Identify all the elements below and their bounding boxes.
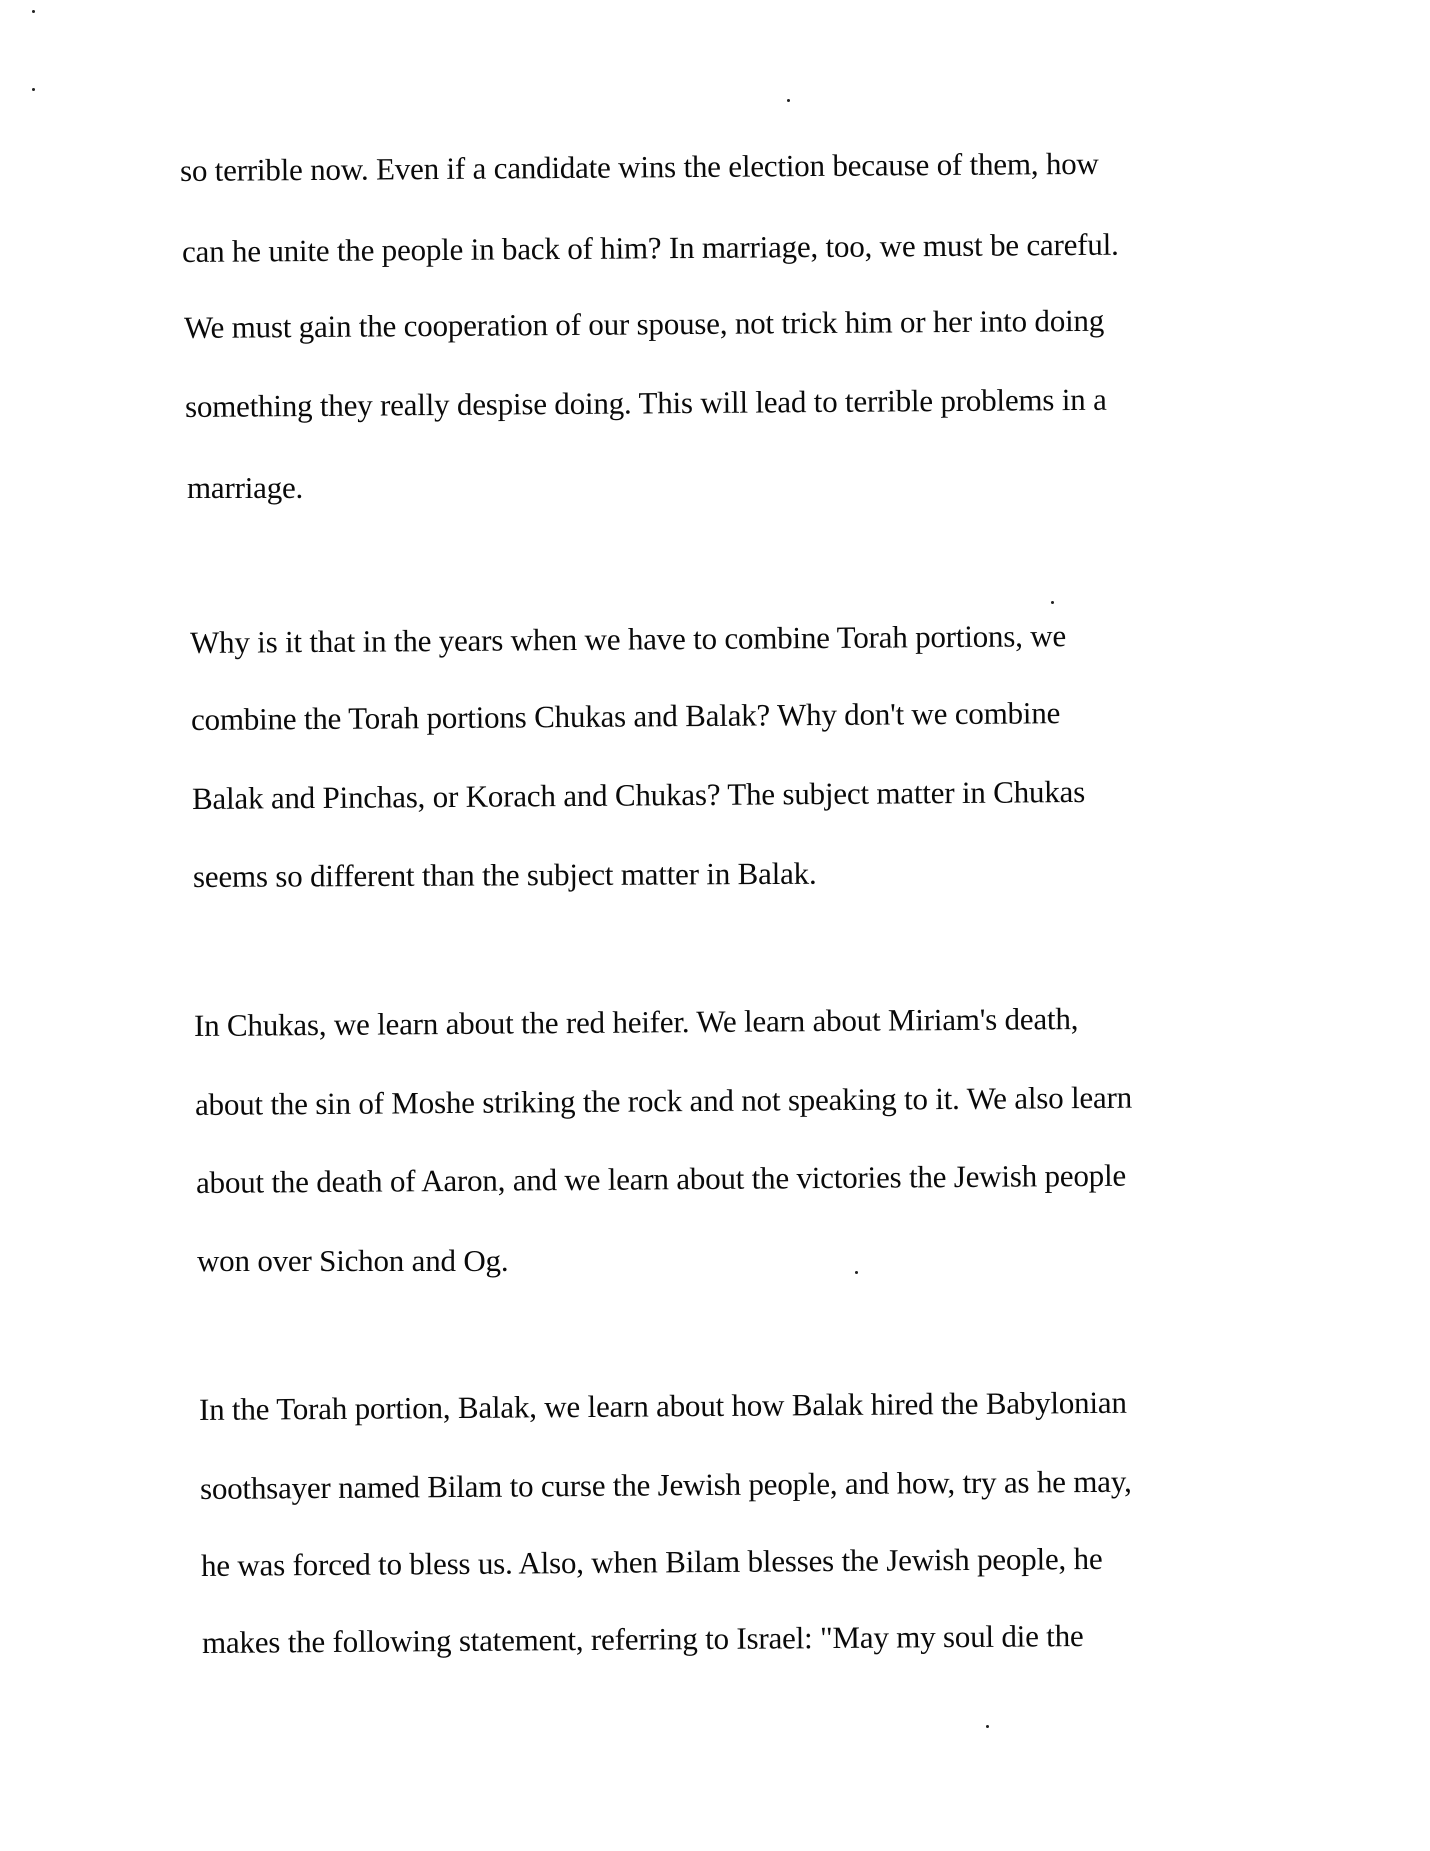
text-line: so terrible now. Even if a candidate wins the election because of them, how (179, 145, 1099, 188)
text-line: soothsayer named Bilam to curse the Jewish people, and how, try as he may, (199, 1463, 1132, 1506)
scan-speck (986, 1725, 989, 1728)
text-line: Balak and Pinchas, or Korach and Chukas? The subject matter in Chukas (191, 773, 1086, 816)
text-line: seems so different than the subject matter in Balak. (192, 855, 817, 894)
text-line: Why is it that in the years when we have to combine Torah portions, we (189, 618, 1067, 660)
text-line: In Chukas, we learn about the red heifer. We learn about Miriam's death, (193, 1001, 1079, 1043)
text-line: can he unite the people in back of him? In marriage, too, we must be careful. (181, 226, 1119, 269)
text-line: In the Torah portion, Balak, we learn about how Balak hired the Babylonian (198, 1384, 1127, 1427)
text-line: won over Sichon and Og. (197, 1243, 509, 1278)
scan-speck (32, 88, 35, 91)
text-line: something they really despise doing. This will lead to terrible problems in a (184, 381, 1107, 424)
text-line: about the death of Aaron, and we learn about the victories the Jewish people (195, 1157, 1127, 1200)
scan-speck (855, 1271, 858, 1274)
text-line: combine the Torah portions Chukas and Balak? Why don't we combine (190, 695, 1061, 737)
scan-speck (32, 10, 35, 13)
text-line: We must gain the cooperation of our spouse, not trick him or her into doing (183, 302, 1105, 345)
text-line: he was forced to bless us. Also, when Bilam blesses the Jewish people, he (200, 1540, 1103, 1583)
text-line: about the sin of Moshe striking the rock and not speaking to it. We also learn (194, 1079, 1133, 1122)
text-line: marriage. (187, 470, 304, 505)
scan-speck (787, 99, 790, 102)
text-line: makes the following statement, referring to Israel: "May my soul die the (201, 1618, 1084, 1660)
scan-speck (1051, 601, 1054, 604)
